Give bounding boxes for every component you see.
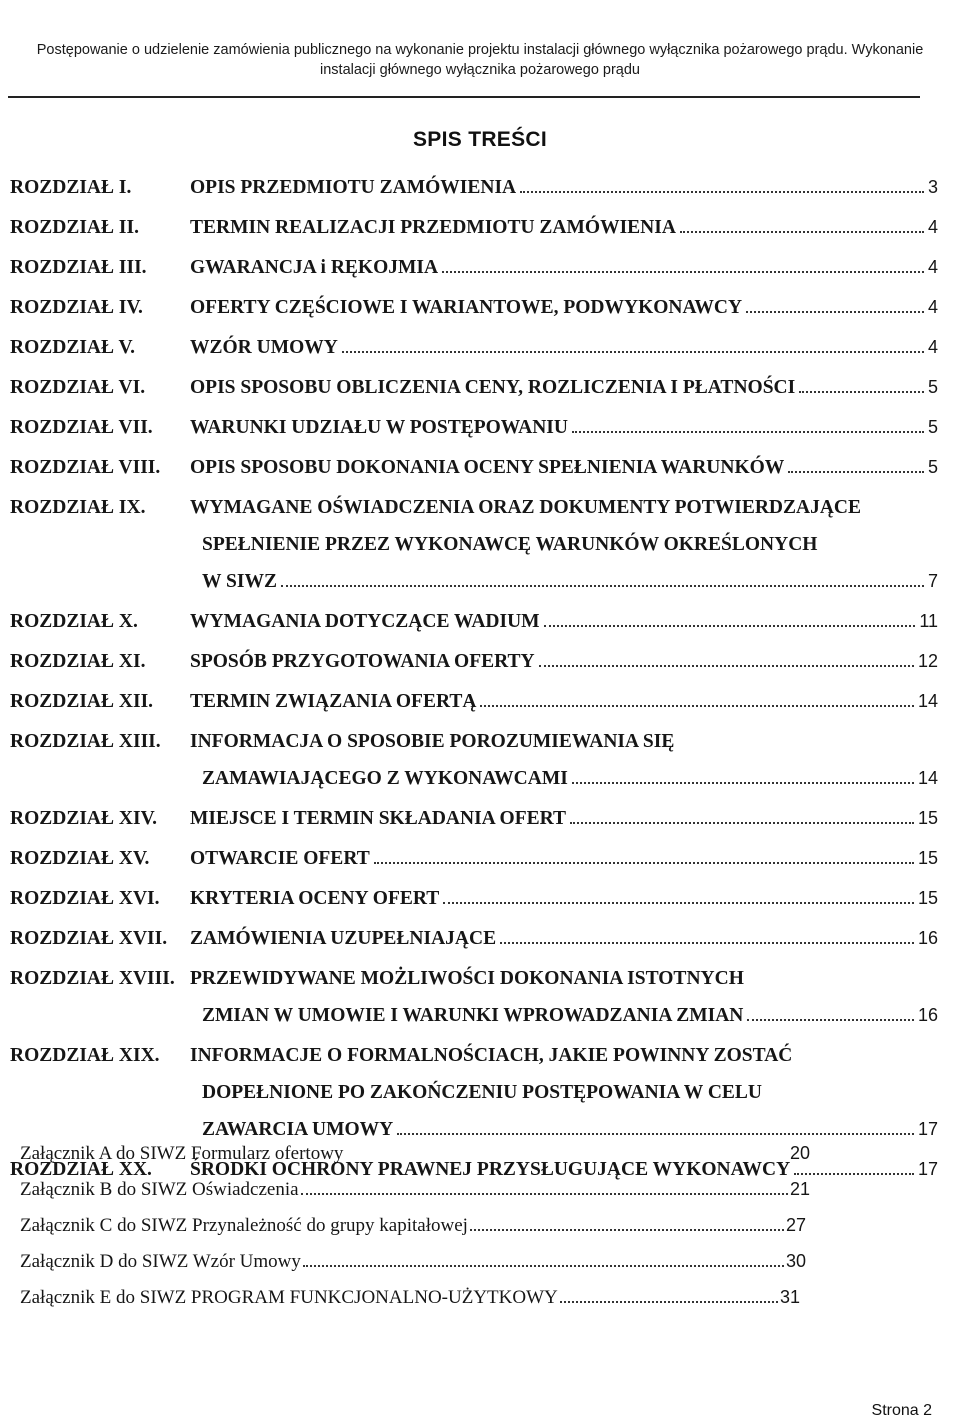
toc-chapter-label: ROZDZIAŁ VIII. — [10, 457, 161, 478]
dot-leader — [747, 1019, 914, 1021]
toc-entry-title: W SIWZ — [202, 571, 277, 592]
toc-page-number: 14 — [917, 691, 938, 711]
toc-entry-title-line — [190, 1045, 938, 1067]
toc-chapter-label: ROZDZIAŁ XX. — [10, 1159, 152, 1180]
toc-chapter-label: ROZDZIAŁ XVII. — [10, 928, 168, 949]
toc-page-number: 16 — [917, 928, 938, 948]
dot-leader — [560, 1301, 778, 1303]
toc-chapter-label: ROZDZIAŁ XIX. — [10, 1045, 160, 1066]
attachment-title: Załącznik D do SIWZ Wzór Umowy — [20, 1251, 301, 1272]
toc-chapter-label: ROZDZIAŁ XI. — [10, 651, 146, 672]
toc-entry-title-line — [190, 177, 938, 199]
toc-entry-title-line — [202, 1082, 938, 1104]
dot-leader — [544, 625, 916, 627]
attachment-page-number: 31 — [779, 1287, 800, 1307]
attachment-entry — [20, 1179, 810, 1201]
dot-leader — [572, 431, 924, 433]
dot-leader — [746, 311, 924, 313]
toc-entry-title: WARUNKI UDZIAŁU W POSTĘPOWANIU — [190, 417, 568, 438]
dot-leader — [572, 782, 914, 784]
toc-chapter-label: ROZDZIAŁ XV. — [10, 848, 150, 869]
attachment-page-number: 30 — [785, 1251, 806, 1271]
dot-leader — [303, 1265, 784, 1267]
dot-leader — [442, 271, 924, 273]
dot-leader — [680, 231, 924, 233]
dot-leader — [470, 1229, 784, 1231]
dot-leader — [788, 471, 924, 473]
toc-entry-title: OPIS SPOSOBU DOKONANIA OCENY SPEŁNIENIA WARUNKÓW — [190, 457, 785, 478]
toc-page-number: 15 — [917, 848, 938, 868]
page-number: Strona 2 — [871, 1402, 932, 1419]
toc-entry-title-line — [190, 968, 938, 990]
toc-entry-title-line — [190, 651, 938, 673]
toc-entry-title-line — [190, 297, 938, 319]
toc-page-number: 4 — [927, 217, 938, 237]
toc-entry-title: INFORMACJE O FORMALNOŚCIACH, JAKIE POWINNY ZOSTAĆ — [190, 1045, 793, 1066]
toc-entry-title: DOPEŁNIONE PO ZAKOŃCZENIU POSTĘPOWANIA W CELU — [202, 1082, 762, 1103]
toc-entry-title-line — [190, 377, 938, 399]
toc-entry-title: MIEJSCE I TERMIN SKŁADANIA OFERT — [190, 808, 567, 829]
toc-entry-title-line — [202, 768, 938, 790]
toc-page-number: 17 — [917, 1159, 938, 1179]
toc-chapter-label: ROZDZIAŁ III. — [10, 257, 147, 278]
toc-entry-title: KRYTERIA OCENY OFERT — [190, 888, 440, 909]
toc-page-number: 4 — [927, 297, 938, 317]
attachment-title: Załącznik A do SIWZ Formularz ofertowy — [20, 1143, 344, 1164]
toc-entry-title-line — [190, 217, 938, 239]
toc-entry-title-line — [190, 888, 938, 910]
toc-entry-title: WYMAGANE OŚWIADCZENIA ORAZ DOKUMENTY POTWIERDZAJĄCE — [190, 497, 861, 518]
dot-leader — [301, 1193, 788, 1195]
header-line-2: instalacji głównego wyłącznika pożarowego prądu — [320, 62, 640, 78]
dot-leader — [281, 585, 924, 587]
toc-entry-title-line — [190, 457, 938, 479]
toc-entry-title: ZMIAN W UMOWIE I WARUNKI WPROWADZANIA ZMIAN — [202, 1005, 744, 1026]
toc-entry-title: OTWARCIE OFERT — [190, 848, 370, 869]
dot-leader — [480, 705, 914, 707]
dot-leader — [397, 1133, 914, 1135]
toc-entry-title: WYMAGANIA DOTYCZĄCE WADIUM — [190, 611, 540, 632]
toc-entry-title-line — [202, 571, 938, 593]
toc-page-number: 5 — [927, 417, 938, 437]
attachment-title: Załącznik C do SIWZ Przynależność do grupy kapitałowej — [20, 1215, 468, 1236]
toc-chapter-label: ROZDZIAŁ XVI. — [10, 888, 160, 909]
toc-entry-title-line — [202, 534, 938, 556]
toc-entry-title-line — [190, 417, 938, 439]
dot-leader — [500, 942, 914, 944]
toc-chapter-label: ROZDZIAŁ XII. — [10, 691, 154, 712]
dot-leader — [520, 191, 924, 193]
toc-page-number: 12 — [917, 651, 938, 671]
toc-entry-title-line — [202, 1119, 938, 1141]
attachment-page-number: 20 — [789, 1143, 810, 1163]
attachment-entry — [20, 1287, 800, 1309]
dot-leader — [799, 391, 924, 393]
toc-entry-title-line — [202, 1005, 938, 1027]
toc-chapter-label: ROZDZIAŁ XIV. — [10, 808, 158, 829]
toc-page-number: 15 — [917, 808, 938, 828]
toc-entry-title-line — [190, 808, 938, 830]
toc-entry-title: GWARANCJA i RĘKOJMIA — [190, 257, 439, 278]
attachment-page-number: 27 — [785, 1215, 806, 1235]
toc-entry-title: ŚRODKI OCHRONY PRAWNEJ PRZYSŁUGUJĄCE WYKONAWCY — [190, 1159, 791, 1180]
header-line-1: Postępowanie o udzielenie zamówienia publicznego na wykonanie projektu instalacji głównego wyłącznika pożarowego prądu. Wykonanie — [36, 42, 924, 58]
toc-entry-title: ZAMAWIAJĄCEGO Z WYKONAWCAMI — [202, 768, 568, 789]
dot-leader — [342, 351, 924, 353]
dot-leader — [570, 822, 914, 824]
toc-chapter-label: ROZDZIAŁ XIII. — [10, 731, 161, 752]
dot-leader — [794, 1173, 914, 1175]
toc-entry-title: OPIS PRZEDMIOTU ZAMÓWIENIA — [190, 177, 517, 198]
dot-leader — [374, 862, 914, 864]
toc-page-number: 4 — [927, 337, 938, 357]
toc-entry-title-line — [190, 611, 938, 633]
toc-entry-title-line — [190, 257, 938, 279]
toc-entry-title-line — [190, 928, 938, 950]
toc-entry-title: ZAWARCIA UMOWY — [202, 1119, 394, 1140]
toc-entry-title: TERMIN ZWIĄZANIA OFERTĄ — [190, 691, 477, 712]
toc-page-number: 15 — [917, 888, 938, 908]
toc-entry-title: PRZEWIDYWANE MOŻLIWOŚCI DOKONANIA ISTOTNYCH — [190, 968, 744, 989]
toc-chapter-label: ROZDZIAŁ VI. — [10, 377, 146, 398]
toc-page-number: 5 — [927, 377, 938, 397]
toc-chapter-label: ROZDZIAŁ V. — [10, 337, 135, 358]
toc-entry-title: SPOSÓB PRZYGOTOWANIA OFERTY — [190, 651, 535, 672]
dot-leader — [539, 665, 914, 667]
toc-page-number: 11 — [919, 611, 938, 631]
toc-chapter-label: ROZDZIAŁ IX. — [10, 497, 146, 518]
attachment-title: Załącznik B do SIWZ Oświadczenia — [20, 1179, 299, 1200]
toc-chapter-label: ROZDZIAŁ II. — [10, 217, 139, 238]
toc-chapter-label: ROZDZIAŁ IV. — [10, 297, 143, 318]
toc-page-number: 17 — [917, 1119, 938, 1139]
toc-chapter-label: ROZDZIAŁ VII. — [10, 417, 153, 438]
toc-entry-title: OFERTY CZĘŚCIOWE I WARIANTOWE, PODWYKONAWCY — [190, 297, 743, 318]
attachment-entry — [20, 1251, 806, 1273]
toc-entry-title: OPIS SPOSOBU OBLICZENIA CENY, ROZLICZENIA I PŁATNOŚCI — [190, 377, 796, 398]
toc-page-number: 7 — [927, 571, 938, 591]
toc-chapter-label: ROZDZIAŁ XVIII. — [10, 968, 175, 989]
toc-entry-title: INFORMACJA O SPOSOBIE POROZUMIEWANIA SIĘ — [190, 731, 675, 752]
toc-entry-title-line — [190, 848, 938, 870]
toc-chapter-label: ROZDZIAŁ X. — [10, 611, 138, 632]
toc-page-number: 3 — [927, 177, 938, 197]
attachment-title: Załącznik E do SIWZ PROGRAM FUNKCJONALNO-UŻYTKOWY — [20, 1287, 558, 1308]
toc-entry-title: WZÓR UMOWY — [190, 337, 338, 358]
toc-page-number: 5 — [927, 457, 938, 477]
toc-entry-title: SPEŁNIENIE PRZEZ WYKONAWCĘ WARUNKÓW OKREŚLONYCH — [202, 534, 818, 555]
toc-chapter-label: ROZDZIAŁ I. — [10, 177, 132, 198]
toc-entry-title-line — [190, 691, 938, 713]
attachment-entry — [20, 1143, 810, 1165]
toc-page-number: 4 — [927, 257, 938, 277]
toc-entry-title: TERMIN REALIZACJI PRZEDMIOTU ZAMÓWIENIA — [190, 217, 676, 238]
attachment-page-number: 21 — [789, 1179, 810, 1199]
toc-entry-title-line — [190, 731, 938, 753]
toc-page-number: 14 — [917, 768, 938, 788]
toc-page-number: 16 — [917, 1005, 938, 1025]
toc-title: SPIS TREŚCI — [413, 128, 547, 151]
toc-entry-title: ZAMÓWIENIA UZUPEŁNIAJĄCE — [190, 928, 497, 949]
toc-entry-title-line — [190, 497, 938, 519]
attachment-entry — [20, 1215, 806, 1237]
toc-entry-title-line — [190, 337, 938, 359]
dot-leader — [443, 902, 914, 904]
